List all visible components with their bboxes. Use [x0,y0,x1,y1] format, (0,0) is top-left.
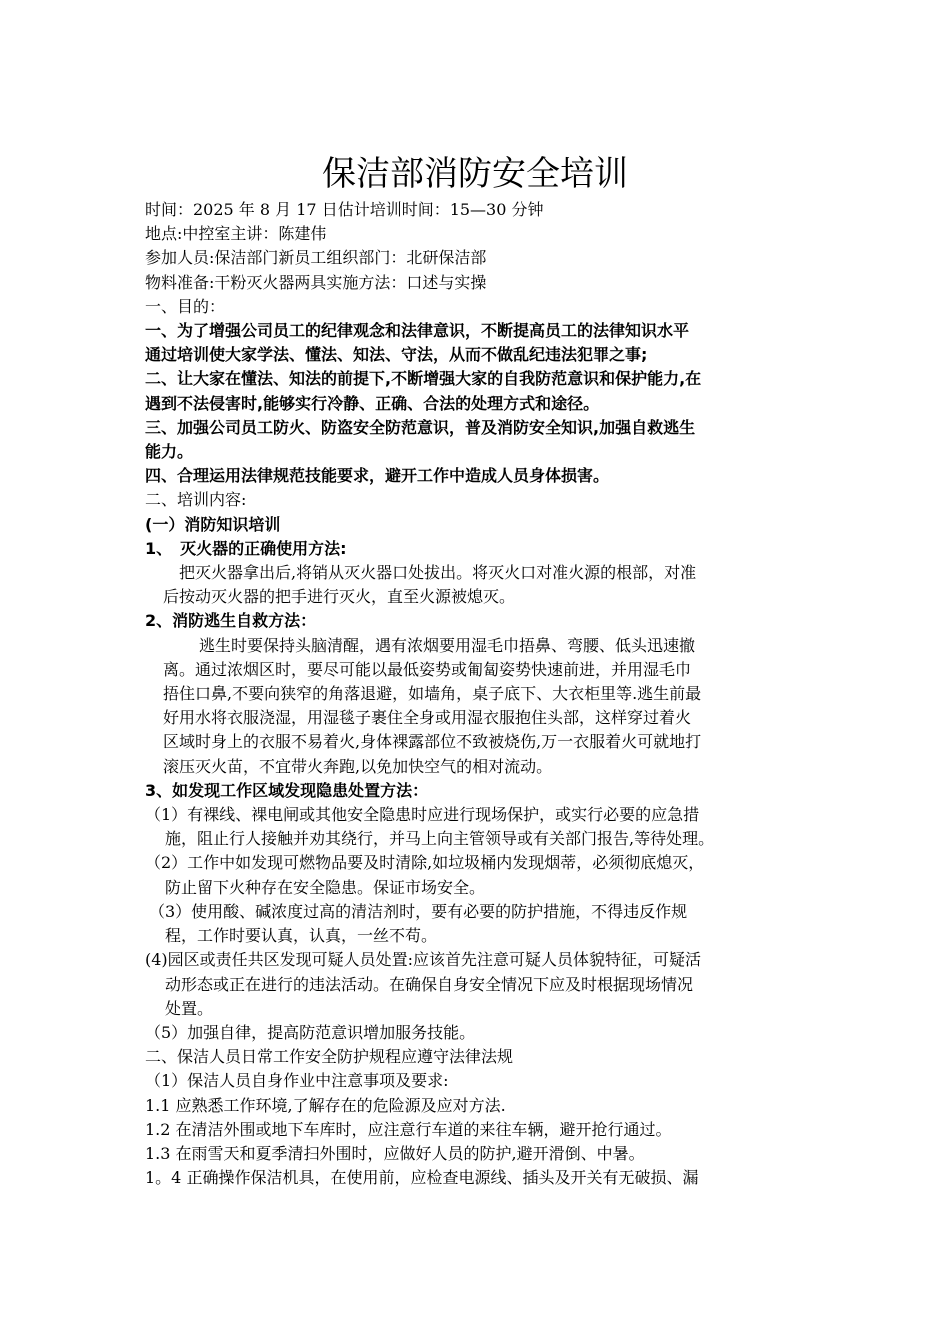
text-line: 区域时身上的衣服不易着火,身体裸露部位不致被烧伤,万一衣服着火可就地打 [163,732,702,752]
text-line: 离。通过浓烟区时，要尽可能以最低姿势或匍匐姿势快速前进，并用湿毛巾 [163,659,692,679]
text-line: 遇到不法侵害时,能够实行冷静、正确、合法的处理方式和途径。 [145,393,600,413]
document-title: 保洁部消防安全培训 [322,154,628,194]
text-line: 1.2 在清洁外围或地下车库时，应注意行车道的来往车辆，避开抢行通过。 [145,1119,672,1139]
text-line: 物料准备:干粉灭火器两具实施方法：口述与实操 [145,272,487,292]
text-line: 三、加强公司员工防火、防盗安全防范意识，普及消防安全知识,加强自救逃生 [145,417,696,437]
text-line: 滚压灭火苗，不宜带火奔跑,以免加快空气的相对流动。 [163,756,553,776]
text-line: 后按动灭火器的把手进行灭火，直至火源被熄灭。 [163,587,516,607]
text-line: 二、保洁人员日常工作安全防护规程应遵守法律法规 [145,1047,514,1067]
text-line: 1、 灭火器的正确使用方法: [145,538,347,558]
text-line: （3）使用酸、碱浓度过高的清洁剂时，要有必要的防护措施，不得违反作规 [149,901,688,921]
text-line: 地点:中控室主讲：陈建伟 [145,224,327,244]
text-line: 动形态或正在进行的违法活动。在确保自身安全情况下应及时根据现场情况 [165,974,694,994]
text-line: 二、让大家在懂法、知法的前提下,不断增强大家的自我防范意识和保护能力,在 [145,369,702,389]
text-line: (4)园区或责任共区发现可疑人员处置:应该首先注意可疑人员体貌特征，可疑活 [145,950,702,970]
text-line: 好用水将衣服浇湿，用湿毯子裹住全身或用湿衣服抱住头部，这样穿过着火 [163,708,692,728]
document-body [145,198,820,1190]
text-line: 捂住口鼻,不要向狭窄的角落退避，如墙角，桌子底下、大衣柜里等.逃生前最 [163,684,702,704]
text-line: （1）保洁人员自身作业中注意事项及要求: [145,1071,449,1091]
text-line: 1.1 应熟悉工作环境,了解存在的危险源及应对方法. [145,1095,506,1115]
text-line: （1）有裸线、裸电闸或其他安全隐患时应进行现场保护，或实行必要的应急措 [145,805,700,825]
text-line: 1。4 正确操作保洁机具，在使用前，应检查电源线、插头及开关有无破损、漏 [145,1168,699,1188]
text-line: 二、培训内容: [145,490,247,510]
text-line: 施，阻止行人接触并劝其绕行，并马上向主管领导或有关部门报告,等待处理。 [165,829,715,849]
text-line: 处置。 [165,998,214,1018]
text-line: (一）消防知识培训 [145,514,281,534]
text-line: 参加人员:保洁部门新员工组织部门：北研保洁部 [145,248,487,268]
text-line: 一、目的： [145,296,226,316]
text-line: 3、如发现工作区域发现隐患处置方法： [145,780,429,800]
text-line: 逃生时要保持头脑清醒，遇有浓烟要用湿毛巾捂鼻、弯腰、低头迅速撤 [199,635,696,655]
text-line: 程，工作时要认真，认真，一丝不苟。 [165,926,438,946]
text-line: 通过培训使大家学法、懂法、知法、守法，从而不做乱纪违法犯罪之事; [145,345,648,365]
text-line: 1.3 在雨雪天和夏季清扫外围时，应做好人员的防护,避开滑倒、中暑。 [145,1143,645,1163]
text-line: （5）加强自律，提高防范意识增加服务技能。 [145,1022,476,1042]
text-line: （2）工作中如发现可燃物品要及时清除,如垃圾桶内发现烟蒂，必须彻底熄灭， [145,853,705,873]
text-line: 2、消防逃生自救方法： [145,611,317,631]
text-line: 一、为了增强公司员工的纪律观念和法律意识，不断提高员工的法律知识水平 [145,321,690,341]
text-line: 能力。 [145,442,194,462]
text-line: 把灭火器拿出后,将销从灭火器口处拔出。将灭火口对准火源的根部，对准 [179,563,697,583]
text-line: 四、合理运用法律规范技能要求，避开工作中造成人员身体损害。 [145,466,610,486]
text-line: 防止留下火种存在安全隐患。保证市场安全。 [165,877,486,897]
text-line: 时间：2025 年 8 月 17 日估计培训时间：15—30 分钟 [145,200,544,219]
